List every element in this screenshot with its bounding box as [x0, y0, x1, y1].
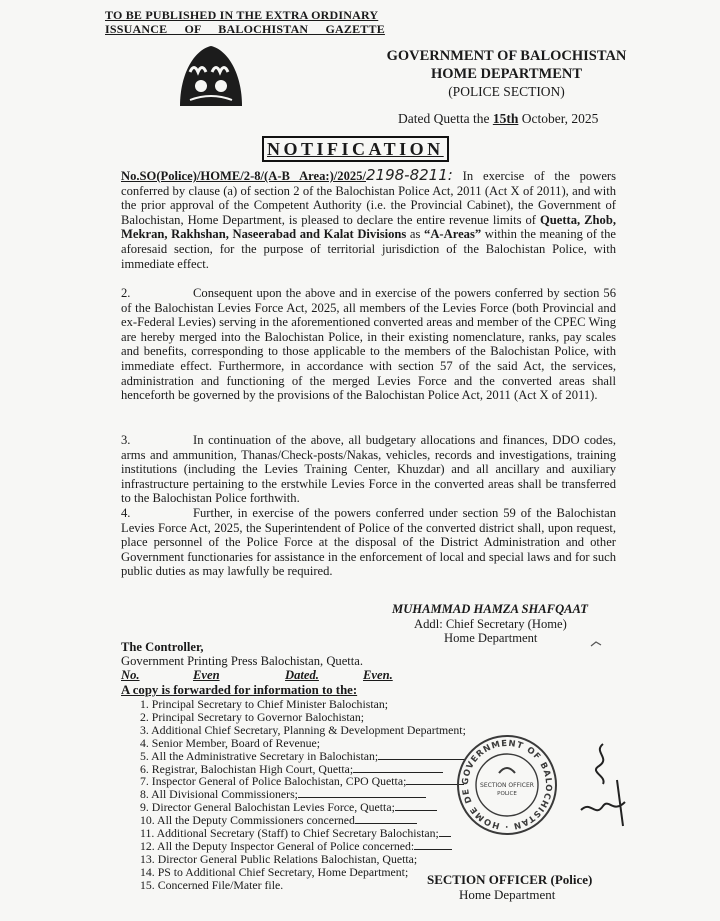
- paragraph-1: [121, 168, 616, 271]
- copy-recipients-list: [140, 698, 466, 892]
- notification-title: NOTIFICATION: [262, 136, 449, 162]
- issue-date: [398, 111, 598, 127]
- list-item-text: 10. All the Deputy Commissioners concerned: [140, 813, 355, 828]
- recipient-underline: [353, 764, 443, 773]
- list-item: 4. Senior Member, Board of Revenue;: [140, 735, 321, 750]
- section-officer-block: [427, 872, 592, 902]
- list-item-text: 12. All the Deputy Inspector General of Police concerned:: [140, 838, 415, 853]
- signatory-name: MUHAMMAD HAMZA SHAFQAAT: [392, 602, 588, 616]
- para1-text-b: as: [406, 227, 425, 242]
- para1-areas: “A-Areas”: [424, 227, 482, 242]
- para3-text: In continuation of the above, all budgetary allocations and finances, DDO codes, arms and ammunition, Thanas/Check-posts/Nakas, vehicles, records and investigations, training institutions (including the Levies Training Center, Khuzdar) and all ancillary and auxiliary infrastructure pertaining to the erstwhile Levies Force in the converted areas shall be transferred to the Balochistan Police forthwith.: [121, 433, 616, 506]
- list-item: [140, 840, 466, 853]
- list-item: 1. Principal Secretary to Chief Minister Balochistan;: [140, 697, 389, 711]
- controller-address: Government Printing Press Balochistan, Quetta.: [121, 654, 364, 668]
- dept-name: HOME DEPARTMENT: [430, 66, 583, 82]
- para1-districts: Quetta, Zhob, Mekran, Rakhshan, Naseerabad and Kalat Divisions: [121, 212, 616, 242]
- list-item: 13. Director General Public Relations Balochistan, Quetta;: [140, 851, 418, 866]
- para3-number: 3.: [121, 433, 131, 447]
- recipient-underline: [414, 841, 452, 850]
- list-item-text: 11. Additional Secretary (Staff) to Chief Secretary Balochistan;: [140, 826, 439, 841]
- even-1: Even: [193, 668, 220, 682]
- list-item-text: 8. All Divisional Commissioners;: [140, 787, 298, 802]
- list-item: 3. Additional Chief Secretary, Planning & Development Department;: [140, 722, 466, 737]
- gazette-publication-note: [105, 8, 385, 36]
- signatory-designation: Addl: Chief Secretary (Home): [414, 616, 567, 631]
- copy-forward-heading: A copy is forwarded for information to the:: [121, 683, 358, 697]
- list-item: 14. PS to Additional Chief Secretary, Home Department;: [140, 864, 409, 879]
- gazette-line-1: TO BE PUBLISHED IN THE EXTRA ORDINARY: [105, 8, 379, 22]
- even-2: Even.: [363, 668, 393, 682]
- list-item: 2. Principal Secretary to Governor Balochistan;: [140, 709, 365, 724]
- dated-prefix: Dated Quetta the: [398, 111, 490, 126]
- list-item: 15. Concerned File/Mater file.: [140, 877, 284, 892]
- para1-text-a: In exercise of the powers conferred by clause (a) of section 2 of the Balochistan Police Act, 2011 (Act X of 2011), and with the prior approval of the Competent Authority (i.e. the Provincial Cabinet), the Government of Balochistan, Home Department, is pleased to declare the entire revenue limits of: [121, 169, 616, 227]
- list-item-text: 7. Inspector General of Police Balochistan, CPO Quetta;: [140, 774, 407, 789]
- gazette-line-2: ISSUANCE OF BALOCHISTAN GAZETTE: [105, 22, 385, 36]
- para2-number: 2.: [121, 286, 131, 300]
- stamp-inner-line-1: SECTION OFFICER: [480, 782, 534, 789]
- handwritten-number: 2198-8211:: [366, 166, 453, 184]
- no-label: No.: [121, 668, 140, 682]
- stamp-inner-line-2: POLICE: [497, 791, 517, 797]
- section-officer-title: SECTION OFFICER (Police): [427, 872, 593, 887]
- gov-name: GOVERNMENT OF BALOCHISTAN: [386, 48, 627, 64]
- list-item-text: 9. Director General Balochistan Levies Force, Quetta;: [140, 800, 395, 815]
- controller-ref-row: [121, 668, 393, 682]
- recipient-underline: [298, 789, 426, 798]
- section-officer-department: Home Department: [459, 887, 556, 902]
- official-stamp: [455, 733, 559, 842]
- paragraph-3: [121, 433, 616, 506]
- controller-block: [121, 640, 393, 682]
- paragraph-4: [121, 506, 616, 579]
- paragraph-2: [121, 286, 616, 403]
- para2-text: Consequent upon the above and in exercise of the powers conferred by section 56 of the Balochistan Levies Force Act, 2025, all members of the Levies Force (both Provincial and ex-Federal Levies) serving in the aforementioned converted areas and member of the CPEC Wing are hereby merged into the Balochistan Police, in their existing nomenclature, ranks, pay scales and benefits, corresponding to those applicable to the members of the Balochistan Police, with immediate effect. Furthermore, in accordance with section 57 of the said Act, the services, administration and functioning of the merged Levies Force and the converted areas shall henceforth be governed by the provisions of the Balochistan Police Act, 2011 (Act X of 2011).: [121, 286, 616, 403]
- list-item-text: 6. Registrar, Balochistan High Court, Quetta;: [140, 761, 354, 776]
- para4-number: 4.: [121, 506, 131, 520]
- dated-rest: October, 2025: [521, 111, 599, 126]
- signatory-department: Home Department: [444, 631, 538, 645]
- list-item-text: 5. All the Administrative Secretary in Balochistan;: [140, 748, 379, 763]
- recipient-underline: [355, 815, 417, 824]
- department-heading: [384, 47, 629, 101]
- section-name: (POLICE SECTION): [448, 84, 565, 99]
- para1-text-c: within the meaning of the aforesaid section, for the purpose of territorial jurisdiction of the Balochistan Police, with immediate effect.: [121, 227, 616, 271]
- stamp-outer-text: GOVERNMENT OF BALOCHISTAN · HOME DE: [460, 738, 554, 832]
- para4-text: Further, in exercise of the powers conferred under section 59 of the Balochistan Levies Force Act, 2025, the Superintendent of Police of the converted district shall, upon request, place personnel of the Police Force at the disposal of the District Administration and other Government functionaries for assistance in the enforcement of local and special laws and for such public duties as may lawfully be required.: [121, 506, 616, 579]
- recipient-underline: [395, 802, 437, 811]
- government-logo-icon: [176, 44, 246, 115]
- notification-reference: No.SO(Police)/HOME/2-8/(A-B Area:)/2025/: [121, 169, 366, 183]
- signatory-block: [392, 602, 588, 646]
- recipient-underline: [378, 751, 466, 760]
- controller-title: The Controller,: [121, 640, 204, 654]
- pen-mark-icon: [590, 637, 602, 652]
- dated-day: 15th: [492, 111, 519, 126]
- dated-label: Dated.: [285, 668, 319, 682]
- recipient-underline: [439, 828, 451, 837]
- handwritten-initials: [573, 740, 633, 835]
